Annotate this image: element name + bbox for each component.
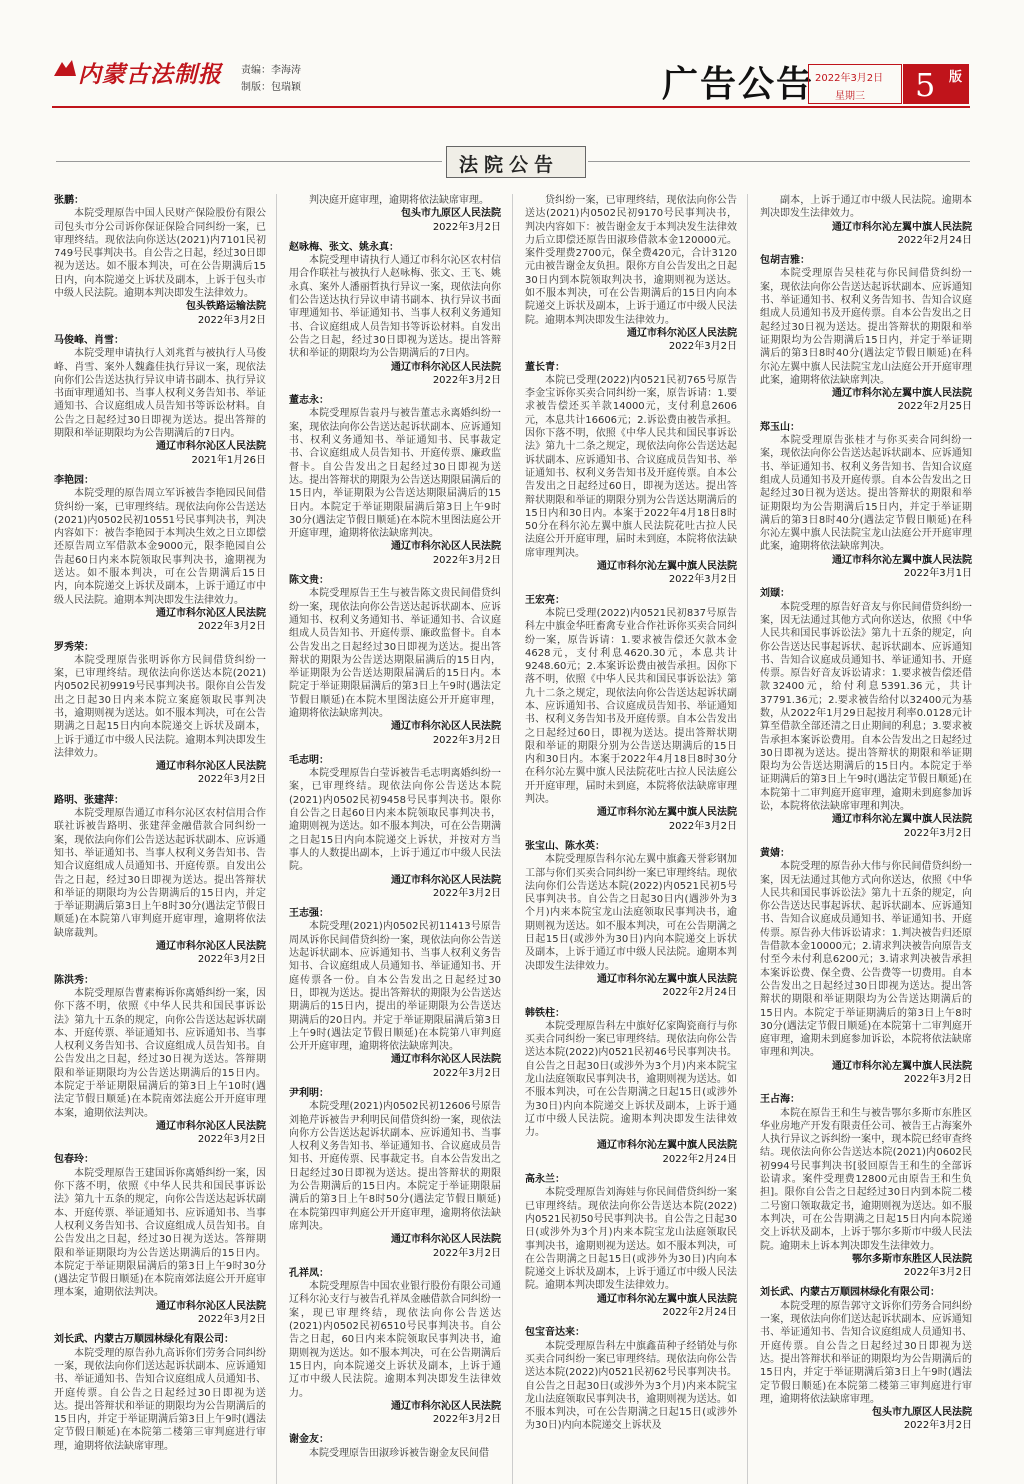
court-notice <box>54 194 266 327</box>
notice-body: 本院受理的原告周立军诉被告李艳园民间借贷纠纷一案，已审理终结。现依法向你公告送达(2021)内0502民初10551号民事判决书，判决内容如下：被告李艳园于本判决生效之日立即偿还原告周立军借款本金9000元，限李艳园自公告起60日内来本院领取民事判决书，逾期视为送达。如不服本判决，可在公告期满后15日内，向本院递交上诉状及副本，上诉于通辽市中级人民法院。逾期本判决即发生法律效力。 <box>54 488 266 606</box>
notice-date: 2022年3月1日 <box>903 568 972 580</box>
notice-body: 本院受理原告田淑珍诉被告谢金友民间借 <box>309 1447 489 1459</box>
court-notice <box>54 334 266 467</box>
notice-body: 本院受理原告刘海娃与你民间借贷纠纷一案已审理终结。现依法向你公告送达本院(2022)内0521民初50号民事判决书。自公告之日起30日(或涉外为3个月)内来本院宝龙山法庭领取民事判决书，逾期则视为送达。如不服本判决，可在公告期满之日起15日(或涉外为30日)内向本院递交上诉状及副本，上诉于通辽市中级人民法院。逾期本判决即发生法律效力。 <box>525 1187 737 1292</box>
notice-addressee: 包春玲： <box>54 1154 94 1166</box>
notice-body: 本院在原告王和生与被告鄂尔多斯市东胜区华业房地产开发有限责任公司、被告王占海案外人执行异议之诉纠纷一案中，现本院已经审查终结。现依法向你公告送达本院(2021)内0602民初994号民事判决书[驳回原告王和生的全部诉讼请求。案件受理费12800元由原告王和生负担]。限你自公告之日起经过30日内到本院二楼二号窗口领取裁定书，逾期则视为送达。如不服本判决，可在公告期满之日起15日内向本院递交上诉状及副本，上诉于鄂尔多斯市中级人民法院。逾期未上诉本判决即发生法律效力。 <box>760 1107 972 1252</box>
notice-court: 通辽市科尔沁左翼中旗人民法院 <box>597 1293 737 1305</box>
notice-body: 本院受理的原告好音友与你民间借贷纠纷一案，因无法通过其他方式向你送达，依照《中华人民共和国民事诉讼法》第九十五条的规定，向你公告送达民事起诉状、起诉状副本、应诉通知书、告知合议庭成员通知书、举证通知书、开庭传票。原告好音友诉讼请求：1.要求被告偿还借款32400元，给付利息5391.36元，共计37791.36元；2.要求被告给付以32400元为基数，从2022年1月29日起按月利率0.0128元计算至借款全部还清之日止期间的利息；3.要求被告承担本案诉讼费用。自本公告发出之日起经过30日即视为送达。提出答辩状的期限和举证期限均为公告送达期满后的15日内。本院定于举证期满后的第3日上午9时(遇法定节假日顺延)在本院第十二审判庭开庭审理，逾期未到庭参加诉讼，本院将依法缺席审理和判决。 <box>760 601 972 813</box>
notice-body: 本院受理原告王建国诉你离婚纠纷一案，因你下落不明，依照《中华人民共和国民事诉讼法》第九十五条的规定，向你公告送达起诉状副本、开庭传票、举证通知书、应诉通知书、当事人权利义务告知书、合议庭组成人员告知书。自公告发出之日起，经过30日视为送达。答辩期限和举证期限均为公告送达期满后的15日内。本院定于举证期限届满后的第3日上午9时30分(遇法定节假日顺延)在本院南郊法庭公开开庭审理本案，逾期依法判决。 <box>54 1167 266 1299</box>
banner-rule-left <box>56 161 442 162</box>
notice-addressee: 董长青： <box>525 361 565 373</box>
notice-addressee: 李艳园： <box>54 474 94 486</box>
court-notice <box>525 594 737 833</box>
page-number: 5 <box>915 66 936 104</box>
notice-body: 本院受理原告科左中旗好亿家陶瓷商行与你买卖合同纠纷一案已审理终结。现依法向你公告送达本院(2022)内0521民初46号民事判决书。自公告之日起30日(或涉外为3个月)内来本院宝龙山法庭领取民事判决书，逾期则视为送达。如不服本判决，可在公告期满之日起15日(或涉外为30日)内向本院递交上诉状及副本，上诉于通辽市中级人民法院。逾期本判决即发生法律效力。 <box>525 1020 737 1139</box>
notice-court: 通辽市科尔沁左翼中旗人民法院 <box>832 554 972 566</box>
notice-date: 2022年3月2日 <box>432 374 501 386</box>
issue-weekday: 星期三 <box>835 91 865 102</box>
notice-body: 本院受理原告吴桂花与你民间借贷纠纷一案，现依法向你公告送达起诉状副本、应诉通知书、举证通知书、权利义务告知书、告知合议庭组成人员通知书及开庭传票。自本公告发出之日起经过30日视为送达。提出答辩状的期限和举证期限均为公告期满后15日内，并定于举证期满后的第3日8时40分(遇法定节假日顺延)在科尔沁左翼中旗人民法院宝龙山法庭公开开庭审理此案，逾期将依法缺席判决。 <box>760 268 972 386</box>
column-divider <box>512 194 513 1484</box>
masthead-rule <box>52 106 970 108</box>
notice-addressee: 黄婧： <box>760 847 790 859</box>
notice-court: 通辽市科尔沁区人民法院 <box>156 761 266 773</box>
notice-court: 通辽市科尔沁区人民法院 <box>391 541 501 553</box>
issue-date: 2022年3月2日 <box>815 73 884 84</box>
notice-court: 通辽市科尔沁左翼中旗人民法院 <box>832 221 972 233</box>
notice-court: 通辽市科尔沁左翼中旗人民法院 <box>832 814 972 826</box>
column-divider <box>747 194 748 1484</box>
notice-date: 2022年3月2日 <box>432 887 501 899</box>
notice-addressee: 尹利明： <box>289 1088 329 1099</box>
notice-court: 通辽市科尔沁区人民法院 <box>156 607 266 619</box>
notice-addressee: 董志永： <box>289 395 329 407</box>
notice-body: 本院受理原告中国农业银行股份有限公司通辽科尔沁支行与被告孔祥凤金融借款合同纠纷一案，现已审理终结，现依法向你公告送达(2021)内0502民初6510号民事判决书。自公告之日起，60日内来本院领取民事判决书，逾期则视为送达。如不服本判决，可在公告期满后15日内，向本院递交上诉状及副本，上诉于通辽市中级人民法院。逾期本判决即发生法律效力。 <box>289 1281 501 1399</box>
notice-date: 2022年3月2日 <box>197 621 266 633</box>
notice-body: 本院受理原告王生与被告陈文贵民间借贷纠纷一案，现依法向你公告送达起诉状副本、应诉通知书、权利义务通知书、举证通知书、合议庭组成人员告知书、开庭传票、廉政监督卡。自本公告发出之日起经过30日即视为送达。提出答辩状的期限为公告送达期限届满后的15日内，举证期限为公告送达期限届满后的15日内。本院定于举证期限届满后的第3日上午9时(遇法定节假日顺延)在本院木里图法庭公开开庭审理，逾期将依法缺席判决。 <box>289 588 501 719</box>
notice-court: 通辽市科尔沁左翼中旗人民法院 <box>597 1140 737 1152</box>
notice-body: 本院受理原告张明诉你方民间借贷纠纷一案，已审理终结。现依法向你送达本院(2021)内0502民初9919号民事判决书。限你自公告发出之日起30日内来本院立案庭领取民事判决书，逾期则视为送达。如不服本判决，可在公告期满之日起15日内向本院递交上诉状及副本，上诉于通辽市中级人民法院。逾期本判决即发生法律效力。 <box>54 654 266 759</box>
notice-addressee: 王占海： <box>760 1094 800 1106</box>
notice-addressee: 孔祥凤： <box>289 1267 329 1279</box>
page-number-box <box>903 64 969 104</box>
notice-date: 2022年3月2日 <box>668 820 737 832</box>
notice-addressee: 陈洪秀： <box>54 974 94 986</box>
notice-date: 2022年3月2日 <box>432 221 501 233</box>
notice-addressee: 高永兰： <box>525 1174 565 1186</box>
notice-date: 2022年3月2日 <box>197 774 266 786</box>
notice-body: 本院受理原告白莹诉被告毛志明离婚纠纷一案，已审理终结。现依法向你公告送达本院(2021)内0502民初9458号民事判决书。限你自公告之日起60日内来本院领取民事判决书，逾期则视为送达。如不服本判决，可在公告期满之日起15日内向本院递交上诉状，并按对方当事人的人数提出副本，上诉于通辽市中级人民法院。 <box>289 768 501 873</box>
notice-date: 2022年3月2日 <box>197 1314 266 1326</box>
column-divider <box>276 194 277 1484</box>
notice-addressee: 赵咏梅、张文、姚永真： <box>289 241 399 253</box>
notice-addressee: 刘长武、内蒙古万顺园林绿化有限公司： <box>760 1287 940 1299</box>
notice-date: 2022年3月2日 <box>903 827 972 839</box>
court-notice <box>760 1093 972 1279</box>
notice-date: 2022年3月2日 <box>903 1074 972 1085</box>
notice-body: 本院受理(2021)内0502民初12606号原告刘艳芹诉被告尹利明民间借贷纠纷一案，现依法向你方公告送达起诉状副本、应诉通知书、当事人权利义务告知书、举证通知书、合议庭成员告知书、开庭传票、民事裁定书。自本公告发出之日起经过30日即视为送达。提出答辩状的期限为公告期满后的15日内。本院定于举证期限届满后的第3日上午8时50分(遇法定节假日顺延)在本院第四审判庭公开开庭审理，逾期将依法缺席判决。 <box>289 1101 501 1232</box>
section-banner <box>56 146 970 178</box>
notice-addressee: 刘颋： <box>760 588 790 600</box>
notice-date: 2022年3月2日 <box>668 341 737 353</box>
notice-court: 通辽市科尔沁区人民法院 <box>391 1400 501 1412</box>
notice-date: 2022年3月2日 <box>432 1067 501 1079</box>
notice-addressee: 刘长武、内蒙古万顺园林绿化有限公司： <box>54 1334 234 1346</box>
notice-body: 本院受理原告中国人民财产保险股份有限公司包头市分公司诉你保证保险合同纠纷一案，已审理终结。现依法向你送达(2021)内7101民初749号民事判决书。自公告之日起，经过30日即视为送达。如不服本判决，可在公告期满后15日内，向本院递交上诉状及副本，上诉于包头市中级人民法院。逾期本判决即发生法律效力。 <box>54 208 266 300</box>
court-notice <box>54 974 266 1147</box>
notice-court: 通辽市科尔沁区人民法院 <box>156 941 266 953</box>
court-notice <box>289 574 501 747</box>
notice-addressee: 陈文贵： <box>289 575 329 587</box>
notice-body: 贷纠纷一案，已审理终结，现依法向你公告送达(2021)内0502民初9170号民事判决书，判决内容如下：被告谢金友于本判决发生法律效力后立即偿还原告田淑珍借款本金120000元。案件受理费2700元，保全费420元，合计3120元由被告谢金友负担。限你方自公告发出之日起30日内到本院领取判决书，逾期则视为送达。如不服本判决，可在公告期满后的15日内向本院递交上诉状及副本，上诉于通辽市中级人民法院。逾期本判决即发生法律效力。 <box>525 195 737 326</box>
court-notice <box>54 794 266 967</box>
notice-body: 本院受理原告科左中旗鑫苗种子经销处与你买卖合同纠纷一案已审理终结。现依法向你公告送达本院(2022)内0521民初62号民事判决书。自公告之日起30日(或涉外为3个月)内来本院宝龙山法庭领取民事判决书，逾期则视为送达。如不服本判决，可在公告期满之日起15日(或涉外为30日)内向本院递交上诉状及 <box>525 1340 737 1432</box>
column-2 <box>289 194 501 1484</box>
notice-court: 通辽市科尔沁区人民法院 <box>156 1120 266 1132</box>
notice-date: 2022年2月24日 <box>662 987 737 999</box>
court-notice <box>760 194 972 247</box>
notice-court: 通辽市科尔沁区人民法院 <box>391 721 501 733</box>
notice-body: 本院受理原告曹素梅诉你离婚纠纷一案，因你下落不明，依照《中华人民共和国民事诉讼法》第九十五条的规定，向你公告送达起诉状副本、开庭传票、举证通知书、应诉通知书、当事人权利义务告知书、合议庭组成人员告知书。自公告发出之日起，经过30日视为送达。答辩期限和举证期限均为公告送达期满后的15日内。本院定于举证期限届满后的第3日上午10时(遇法定节假日顺延)在本院南郊法庭公开开庭审理本案，逾期依法判决。 <box>54 987 266 1119</box>
banner-title: 法院公告 <box>459 154 560 176</box>
notice-addressee: 路明、张建萍： <box>54 794 124 806</box>
notice-body: 本院受理原告袁丹与被告董志永离婚纠纷一案，现依法向你公告送达起诉状副本、应诉通知书、权利义务通知书、举证通知书、民事裁定书、合议庭组成人员告知书、开庭传票、廉政监督卡。自公告发出之日起经过30日即视为送达。提出答辩状的期限为公告送达期限届满后的15日内，举证期限为公告送达期限届满后的15日内。本院定于举证期限届满后第3日上午9时30分(遇法定节假日顺延)在本院木里图法庭公开开庭审理，逾期将依法缺席判决。 <box>289 408 501 540</box>
notice-addressee: 谢金友： <box>289 1434 329 1446</box>
editor-credits <box>241 62 301 96</box>
court-notice <box>525 1007 737 1167</box>
notice-court: 通辽市科尔沁左翼中旗人民法院 <box>597 807 737 819</box>
notice-date: 2022年3月2日 <box>432 734 501 746</box>
notice-court: 通辽市科尔沁区人民法院 <box>391 1054 501 1066</box>
notice-date: 2022年2月24日 <box>662 1153 737 1165</box>
notice-body: 本院受理的原告郭守文诉你们劳务合同纠纷一案，现依法向你们送达起诉状副本、应诉通知书、举证通知书、告知合议庭组成人员通知书、开庭传票。自公告之日起经过30日即视为送达。提出答辩状和举证的期限均为公告期满后的15日内，并定于举证期满后第3日上午9时(遇法定节假日顺延)在本院第二楼第三审判庭进行审理，逾期将依法缺席审理。 <box>760 1300 972 1405</box>
notice-addressee: 郑玉山： <box>760 421 800 433</box>
notice-court: 通辽市科尔沁区人民法院 <box>627 327 737 339</box>
page-unit: 版 <box>949 70 963 85</box>
court-notice <box>289 907 501 1080</box>
notice-body: 本院受理原告通辽市科尔沁区农村信用合作联社诉被告路明、张建萍金融借款合同纠纷一案，现依法向你们公告送达起诉状副本、应诉通知书、举证通知书、当事人权利义务告知书、告知合议庭组成人员通知书、开庭传票。自发出公告之日起，经过30日即视为送达。提出答辩状和举证的期限均为公告期满后的15日内，并定于举证期满后第3日上午8时30分(遇法定节假日顺延)在本院第八审判庭开庭审理，逾期将依法缺席裁判。 <box>54 808 266 939</box>
notice-body: 本院受理的原告孙九高诉你们劳务合同纠纷一案，现依法向你们送达起诉状副本、应诉通知书、举证通知书、告知合议庭组成人员通知书、开庭传票。自公告之日起经过30日即视为送达。提出答辩状和举证的期限均为公告期满后的15日内，并定于举证期满后第3日上午9时(遇法定节假日顺延)在本院第二楼第三审判庭进行审理，逾期将依法缺席审理。 <box>54 1347 266 1452</box>
notice-date: 2022年3月2日 <box>432 554 501 566</box>
newspaper-logo: 内蒙古法制报 <box>78 61 222 88</box>
notice-court: 通辽市科尔沁区人民法院 <box>156 1300 266 1312</box>
notice-body: 本院受理原告科尔沁左翼中旗鑫天誉彩钢加工部与你们买卖合同纠纷一案已审理终结。现依法向你们公告送达本院(2022)内0521民初5号民事判决书。自公告之日起30日内(遇涉外为3个月)内来本院宝龙山法庭领取民事判决书，逾期则视为送达。如不服本判决，可在公告期满之日起15日(或涉外为30日)内向本院递交上诉状及副本，上诉于通辽市中级人民法院。逾期本判决即发生法律效力。 <box>525 854 737 972</box>
notice-body: 本院受理的原告孙大伟与你民间借贷纠纷一案，因无法通过其他方式向你送达，依照《中华人民共和国民事诉讼法》第九十五条的规定，向你公告送达民事起诉状、起诉状副本、应诉通知书、告知合议庭成员通知书、举证通知书、开庭传票。原告孙大伟诉讼请求：1.判决被告归还原告借款本金10000元；2.请求判决被告向原告支付至今未付利息6200元；3.请求判决被告承担本案诉讼费、保全费、公告费等一切费用。自本公告发出之日起经过30日即视为送达。提出答辩状的期限和举证期限均为公告送达期满后的15日内。本院定于举证期满后的第3日上午8时30分(遇法定节假日顺延)在本院第十二审判庭开庭审理，逾期未到庭参加诉讼，本院将依法缺席审理和判决。 <box>760 861 972 1059</box>
court-notice <box>525 194 737 354</box>
court-notice <box>760 1286 972 1432</box>
notice-addressee: 罗秀荣： <box>54 641 94 653</box>
notice-addressee: 毛志明： <box>289 754 329 766</box>
court-notice <box>760 421 972 581</box>
notice-addressee: 张宝山、陈水英： <box>525 840 605 852</box>
newspaper-logo-icon <box>52 58 78 80</box>
court-notice <box>525 840 737 1000</box>
banner-rule-right <box>588 161 970 162</box>
column-3 <box>525 194 737 1484</box>
notice-addressee: 包胡吉雅： <box>760 255 810 267</box>
banner-title-box <box>446 146 586 178</box>
notice-body: 副本，上诉于通辽市中级人民法院。逾期本判决即发生法律效力。 <box>760 195 972 220</box>
court-notice <box>525 361 737 587</box>
notice-court: 通辽市科尔沁左翼中旗人民法院 <box>597 973 737 985</box>
notice-court: 通辽市科尔沁区人民法院 <box>391 1234 501 1246</box>
court-notice <box>289 241 501 387</box>
notice-addressee: 张鹏： <box>54 195 84 206</box>
notice-court: 通辽市科尔沁区人民法院 <box>391 361 501 373</box>
court-notice <box>54 641 266 787</box>
column-1 <box>54 194 266 1484</box>
notice-date: 2021年1月26日 <box>191 454 266 466</box>
notice-date: 2022年3月2日 <box>432 1247 501 1259</box>
notice-court: 鄂尔多斯市东胜区人民法院 <box>852 1253 972 1265</box>
notice-date: 2022年3月2日 <box>197 314 266 326</box>
court-notice <box>289 1087 501 1260</box>
notice-date: 2022年3月2日 <box>668 574 737 586</box>
date-box <box>808 64 902 104</box>
court-notice <box>289 394 501 567</box>
production: 制版：包瑞颖 <box>241 82 301 93</box>
notice-date: 2022年2月24日 <box>897 234 972 246</box>
court-notice <box>54 474 266 634</box>
notice-addressee: 王宏亮： <box>525 594 565 606</box>
court-notice <box>760 587 972 840</box>
notice-date: 2022年3月2日 <box>432 1414 501 1426</box>
notice-body: 本院已受理(2022)内0521民初765号原告李金宝诉你买卖合同纠纷一案，原告诉请：1.要求被告偿还买羊款14000元，支付利息2606元，本息共计16606元；2.诉讼费由被告承担。因你下落不明，依照《中华人民共和国民事诉讼法》第九十二条之规定，现依法向你公告送达起诉状副本、应诉通知书、合议庭成员告知书、举证通知书、权利义务告知书及开庭传票。自本公告发出之日起经过60日，即视为送达。提出答辩状期限和举证的期限分别为公告送达期满后的15日内和30日内。本案于2022年4月18日8时50分在科尔沁左翼中旗人民法院花吐古拉人民法庭公开开庭审理，届时未到庭，本院将依法缺席审理判决。 <box>525 374 737 559</box>
notice-body: 本院受理申请执行人通辽市科尔沁区农村信用合作联社与被执行人赵咏梅、张文、王飞、姚永真、案外人潘丽哲执行异议一案，现依法向你们公告送达执行异议申请书副本、执行异议书面审理通知书、举证通知书、当事人权利义务通知书、合议庭组成人员告知书等诉讼材料。自发出公告之日起，经过30日即视为送达。提出答辩状和举证的期限均为公告期满后的7日内。 <box>289 255 501 360</box>
court-notice <box>525 1173 737 1319</box>
notice-date: 2022年3月2日 <box>197 1134 266 1146</box>
notice-body: 判决庭开庭审理，逾期将依法缺席审理。 <box>309 195 489 206</box>
notice-addressee: 韩铁柱： <box>525 1007 565 1019</box>
court-notice <box>289 754 501 900</box>
court-notice <box>525 1326 737 1432</box>
notice-court: 包头铁路运输法院 <box>186 301 266 313</box>
notice-date: 2022年2月24日 <box>662 1307 737 1319</box>
notice-addressee: 王志强： <box>289 908 329 920</box>
notice-addressee: 马俊峰、肖雪： <box>54 334 124 346</box>
notice-date: 2022年3月2日 <box>903 1420 972 1432</box>
notice-date: 2022年2月25日 <box>897 401 972 413</box>
notice-court: 包头市九原区人民法院 <box>401 208 501 220</box>
notice-court: 通辽市科尔沁区人民法院 <box>391 874 501 886</box>
notice-body: 本院已受理(2022)内0521民初837号原告科左中旗金华旺畜禽专业合作社诉你买卖合同纠纷一案，原告诉请：1.要求被告偿还欠款本金4628元，支付利息4620.30元，本息共计9248.60元；2.本案诉讼费由被告承担。因你下落不明，依照《中华人民共和国民事诉讼法》第九十二条之规定，现依法向你公告送达起诉状副本、应诉通知书、合议庭成员告知书、举证通知书、权利义务告知书及开庭传票。自本公告发出之日起经过60日，即视为送达。提出答辩状期限和举证的期限分别为公告送达期满后的15日内和30日内。本案于2022年4月18日8时30分在科尔沁左翼中旗人民法院花吐古拉人民法庭公开开庭审理，届时未到庭，本院将依法缺席审理判决。 <box>525 607 737 806</box>
court-notice <box>54 1333 266 1453</box>
notice-date: 2022年3月2日 <box>903 1267 972 1279</box>
notice-body: 本院受理申请执行人刘兆哲与被执行人马俊峰、肖雪、案外人魏鑫佳执行异议一案，现依法向你们公告送达执行异议申请书副本、执行异议书面审理通知书、当事人权利义务告知书、举证通知书、合议庭组成人员告知书等诉讼材料。自公告之日起经过30日即视为送达。提出答辩的期限和举证期限均为公告期满后的7日内。 <box>54 348 266 440</box>
notice-court: 通辽市科尔沁左翼中旗人民法院 <box>832 1060 972 1072</box>
court-notice <box>54 1153 266 1326</box>
notice-court: 通辽市科尔沁左翼中旗人民法院 <box>832 388 972 400</box>
editor: 责编：李海涛 <box>241 65 301 76</box>
notice-date: 2022年3月2日 <box>197 954 266 966</box>
notice-body: 本院受理(2021)内0502民初11413号原告周凤诉你民间借贷纠纷一案，现依法向你公告送达起诉状副本、应诉通知书、当事人权利义务告知书、合议庭组成人员通知书、举证通知书、开庭传票各一份。自本公告发出之日起经过30日，即视为送达。提出答辩状的期限为公告送达期满后的15日内，提出的举证期限为公告送达期满后的20日内。并定于举证期限届满后第3日上午9时(遇法定节假日顺延)在本院第八审判庭公开开庭审理，逾期将依法缺席判决。 <box>289 921 501 1053</box>
notice-court: 包头市九原区人民法院 <box>872 1407 972 1419</box>
notice-addressee: 包宝音达来： <box>525 1327 585 1339</box>
court-notice <box>289 1433 501 1460</box>
notice-body: 本院受理原告张桂才与你买卖合同纠纷一案，现依法向你公告送达起诉状副本、应诉通知书、举证通知书、权利义务告知书、告知合议庭组成人员通知书及开庭传票。自本公告发出之日起经过30日视为送达。提出答辩状的期限和举证期限均为公告期满后15日内，并定于举证期满后的第3日8时40分(遇法定节假日顺延)在科尔沁左翼中旗人民法院宝龙山法庭公开开庭审理此案，逾期将依法缺席判决。 <box>760 435 972 553</box>
court-notice <box>289 1267 501 1427</box>
notice-court: 通辽市科尔沁左翼中旗人民法院 <box>597 561 737 573</box>
column-4 <box>760 194 972 1484</box>
court-notice <box>289 194 501 234</box>
section-title: 广告公告 <box>662 64 815 105</box>
court-notice <box>760 254 972 414</box>
masthead <box>0 0 1024 112</box>
court-notice <box>760 847 972 1086</box>
notice-court: 通辽市科尔沁区人民法院 <box>156 441 266 453</box>
